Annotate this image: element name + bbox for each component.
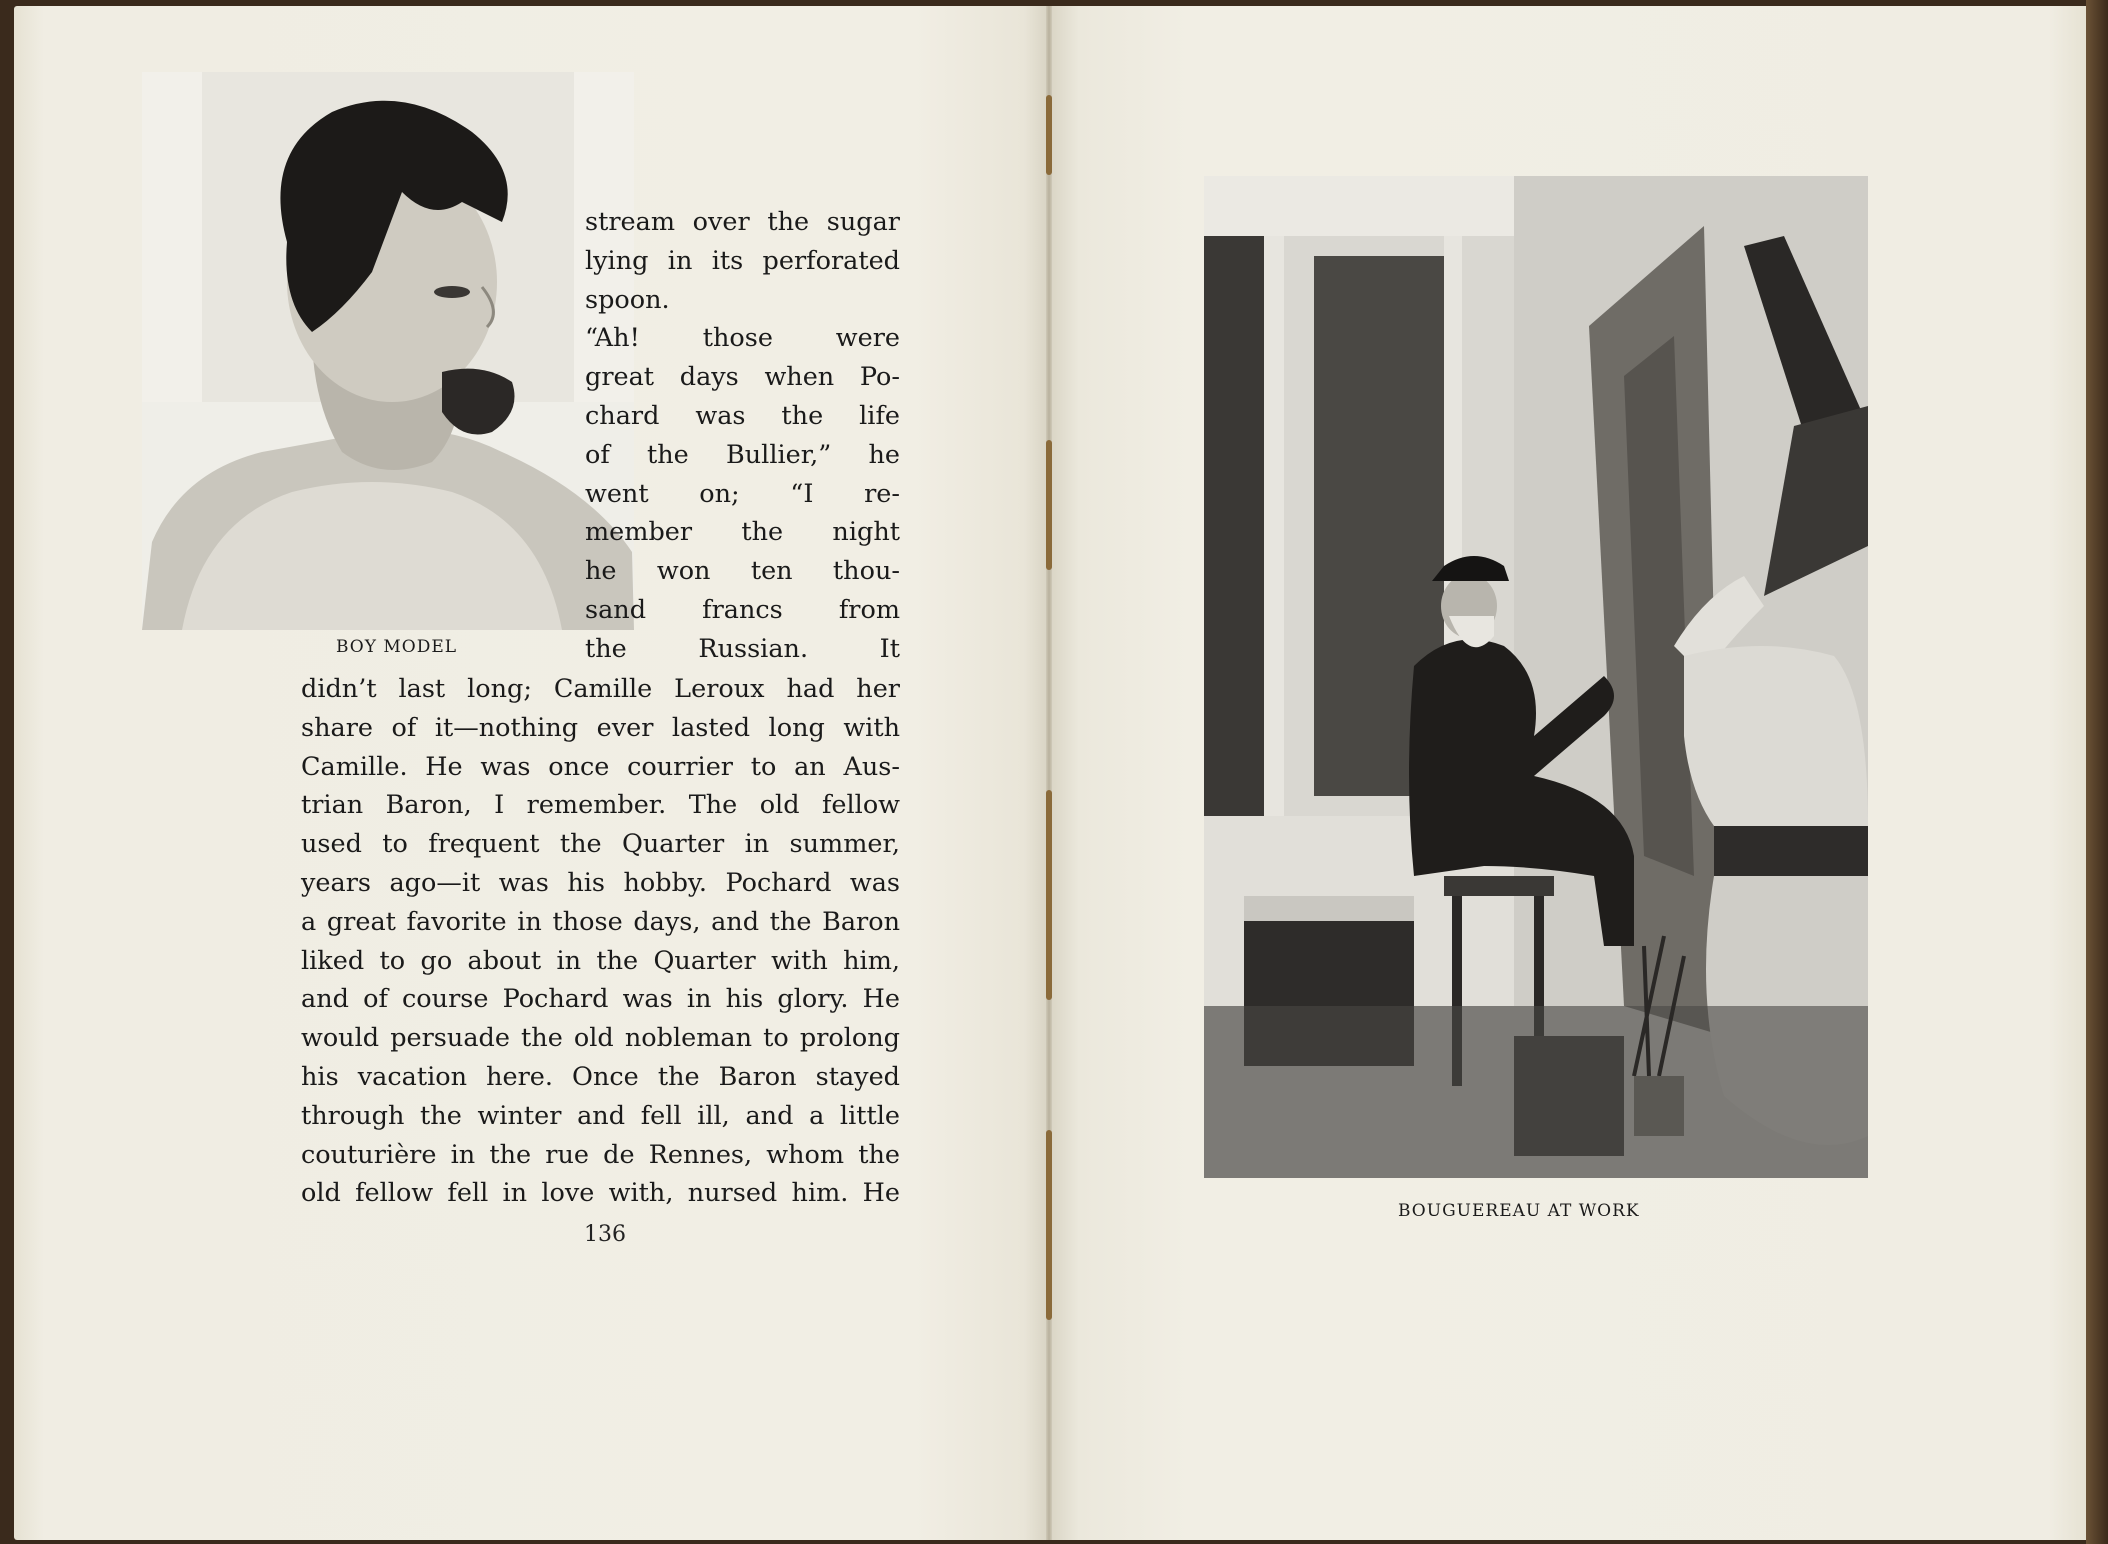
text-line: the Russian. It [585,633,900,664]
text-line: his vacation here. Once the Baron stayed [301,1061,900,1092]
text-line: would persuade the old nobleman to prolong [301,1023,900,1054]
text-line: old fellow fell in love with, nursed him. He [301,1178,900,1209]
binding-stitch [1046,95,1052,175]
text-block-wide [301,670,900,1213]
text-line: didn’t last long; Camille Leroux had her [301,674,900,704]
binding-stitch [1046,1130,1052,1320]
text-line: liked to go about in the Quarter with him, [301,945,900,976]
text-line: great days when Po- [585,362,900,393]
page-number: 136 [584,1222,626,1247]
text-line: lying in its perforated [585,245,900,276]
bouguereau-at-work-photo [1204,176,1868,1178]
text-line: through the winter and fell ill, and a little [301,1100,900,1131]
text-block-narrow [585,203,900,669]
text-line: chard was the life [585,400,900,431]
text-line: a great favorite in those days, and the Baron [301,906,900,937]
text-line: member the night [585,517,900,548]
bouguereau-caption: BOUGUEREAU AT WORK [1398,1201,1640,1221]
text-line: he won ten thou- [585,556,900,587]
book-cover-edge [2086,0,2108,1544]
text-line: couturière in the rue de Rennes, whom the [301,1139,900,1170]
binding-stitch [1046,440,1052,570]
text-line: Camille. He was once courrier to an Aus- [301,751,900,782]
text-line: used to frequent the Quarter in summer, [301,829,900,860]
text-line: trian Baron, I remember. The old fellow [301,790,900,821]
text-line: and of course Pochard was in his glory. He [301,984,900,1015]
text-line: spoon. [585,284,670,315]
text-line: went on; “I re- [585,478,900,509]
text-line: “Ah! those were [585,323,900,354]
text-line: years ago—it was his hobby. Pochard was [301,867,900,898]
text-line: of the Bullier,” he [585,439,900,470]
boy-model-caption: BOY MODEL [336,637,458,657]
text-line: share of it—nothing ever lasted long with [301,712,900,743]
boy-model-photo [142,72,634,630]
text-line: sand francs from [585,594,900,625]
text-line: stream over the sugar [585,207,900,237]
binding-stitch [1046,790,1052,1000]
